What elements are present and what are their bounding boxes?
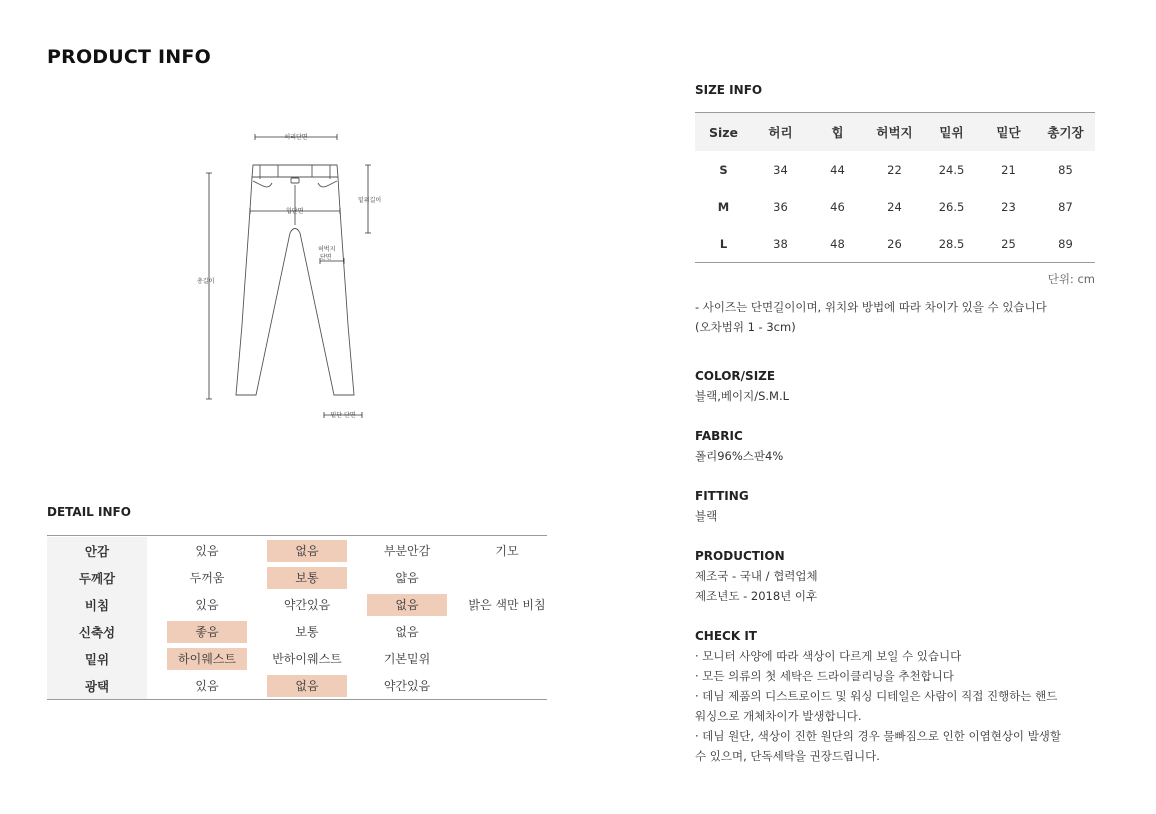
size-value-cell: 23	[1001, 199, 1016, 214]
size-unit: 단위: cm	[1047, 272, 1095, 286]
detail-row	[47, 537, 547, 564]
size-header-cell: Size	[708, 124, 739, 140]
production-line: 제조국 - 국내 / 협력업체	[695, 569, 818, 583]
detail-row-head: 밑위	[47, 645, 147, 672]
detail-option: 없음	[395, 625, 419, 639]
hip-measure-label: 힙단면	[286, 208, 304, 215]
production-line: 제조년도 - 2018년 이후	[695, 589, 818, 603]
production-section	[695, 546, 1105, 606]
detail-option: 약간있음	[283, 598, 331, 612]
check-it-line: 수 있으며, 단독세탁을 권장드립니다.	[695, 749, 880, 763]
detail-row-head: 광택	[47, 672, 147, 699]
size-header-cell: 힙	[831, 125, 844, 140]
detail-row	[47, 591, 547, 618]
fitting-section	[695, 486, 1105, 526]
thigh-measure-label-1: 허벅지	[318, 246, 336, 253]
detail-option: 있음	[195, 544, 219, 558]
fabric-title: FABRIC	[695, 429, 743, 443]
color-size-value: 블랙,베이지/S.M.L	[695, 389, 790, 403]
size-value-cell: 48	[830, 236, 845, 251]
check-it-line: · 데님 제품의 디스트로이드 및 워싱 디테일은 사람이 직접 진행하는 핸드	[695, 689, 1058, 703]
detail-option: 두꺼움	[189, 571, 225, 585]
detail-row	[47, 564, 547, 591]
fitting-title: FITTING	[695, 489, 749, 503]
detail-option-selected: 없음	[367, 594, 447, 616]
detail-option: 반하이웨스트	[272, 652, 342, 666]
size-value-cell: 26.5	[938, 199, 965, 214]
detail-option-selected: 보통	[267, 567, 347, 589]
check-it-line: 워싱으로 개체차이가 발생합니다.	[695, 709, 862, 723]
detail-option: 있음	[195, 598, 219, 612]
color-size-title: COLOR/SIZE	[695, 369, 776, 383]
size-name-cell: L	[719, 236, 728, 251]
fitting-value: 블랙	[695, 509, 718, 523]
detail-option-selected: 좋음	[167, 621, 247, 643]
size-header-cell: 허벅지	[876, 125, 913, 140]
size-value-cell: 36	[773, 199, 788, 214]
fabric-value: 폴리96%스판4%	[695, 449, 784, 463]
total-length-label: 총길이	[197, 278, 215, 285]
size-value-cell: 24	[887, 199, 902, 214]
check-it-title: CHECK IT	[695, 629, 757, 643]
detail-option-selected: 없음	[267, 540, 347, 562]
detail-option: 부분안감	[383, 544, 431, 558]
detail-option: 약간있음	[383, 679, 431, 693]
hem-measure-label: 밑단 단면	[330, 412, 356, 419]
size-row	[695, 225, 1095, 262]
detail-option	[467, 648, 547, 670]
size-row	[695, 151, 1095, 188]
size-value-cell: 25	[1001, 236, 1016, 251]
size-info-title: SIZE INFO	[695, 83, 763, 97]
detail-option: 있음	[195, 679, 219, 693]
size-value-cell: 38	[773, 236, 788, 251]
detail-row	[47, 618, 547, 645]
detail-row-head: 비침	[47, 591, 147, 618]
size-header-cell: 총기장	[1047, 125, 1084, 140]
pants-diagram	[190, 125, 390, 425]
fabric-section	[695, 426, 1105, 466]
size-header-cell: 허리	[768, 125, 793, 140]
detail-row-head: 안감	[47, 537, 147, 564]
size-name-cell: M	[717, 199, 730, 214]
check-it-section	[695, 626, 1105, 766]
size-table-header	[695, 113, 1095, 151]
size-header-cell: 밑단	[996, 125, 1021, 140]
detail-row	[47, 645, 547, 672]
check-it-line: · 모든 의류의 첫 세탁은 드라이클리닝을 추천합니다	[695, 669, 954, 683]
size-header-cell: 밑위	[939, 125, 964, 140]
size-value-cell: 89	[1058, 236, 1073, 251]
size-value-cell: 28.5	[938, 236, 965, 251]
detail-info-title: DETAIL INFO	[47, 505, 131, 519]
detail-row-head: 두께감	[47, 564, 147, 591]
size-value-cell: 26	[887, 236, 902, 251]
detail-option	[467, 567, 547, 589]
size-value-cell: 34	[773, 162, 788, 177]
detail-option: 밝은 색만 비침	[468, 598, 546, 612]
detail-row-head: 신축성	[47, 618, 147, 645]
size-name-cell: S	[719, 162, 728, 177]
size-note	[695, 297, 1095, 337]
color-size-section	[695, 366, 1105, 406]
detail-option: 기본밑위	[383, 652, 431, 666]
detail-option-selected: 없음	[267, 675, 347, 697]
size-value-cell: 85	[1058, 162, 1073, 177]
size-value-cell: 44	[830, 162, 845, 177]
size-value-cell: 21	[1001, 162, 1016, 177]
check-it-line: · 데님 원단, 색상이 진한 원단의 경우 물빠짐으로 인한 이염현상이 발생할	[695, 729, 1062, 743]
detail-option	[467, 621, 547, 643]
detail-option: 기모	[495, 544, 519, 558]
size-note-line: (오차범위 1 - 3cm)	[695, 320, 796, 334]
size-row	[695, 188, 1095, 225]
detail-option: 보통	[295, 625, 319, 639]
detail-option	[467, 675, 547, 697]
size-note-line: - 사이즈는 단면길이이며, 위치와 방법에 따라 차이가 있을 수 있습니다	[695, 300, 1047, 314]
production-title: PRODUCTION	[695, 549, 785, 563]
detail-info-table	[47, 535, 547, 700]
check-it-line: · 모니터 사양에 따라 색상이 다르게 보일 수 있습니다	[695, 649, 962, 663]
size-info-table	[695, 112, 1095, 263]
size-value-cell: 87	[1058, 199, 1073, 214]
detail-option: 얇음	[395, 571, 419, 585]
thigh-measure-label-2: 단면	[320, 254, 332, 261]
size-value-cell: 22	[887, 162, 902, 177]
rise-measure-label: 밑위길이	[358, 197, 382, 204]
detail-option-selected: 하이웨스트	[167, 648, 247, 670]
waist-measure-label: 허리단면	[284, 134, 308, 141]
page-title: PRODUCT INFO	[47, 46, 211, 68]
detail-row	[47, 672, 547, 699]
size-value-cell: 24.5	[938, 162, 965, 177]
size-value-cell: 46	[830, 199, 845, 214]
